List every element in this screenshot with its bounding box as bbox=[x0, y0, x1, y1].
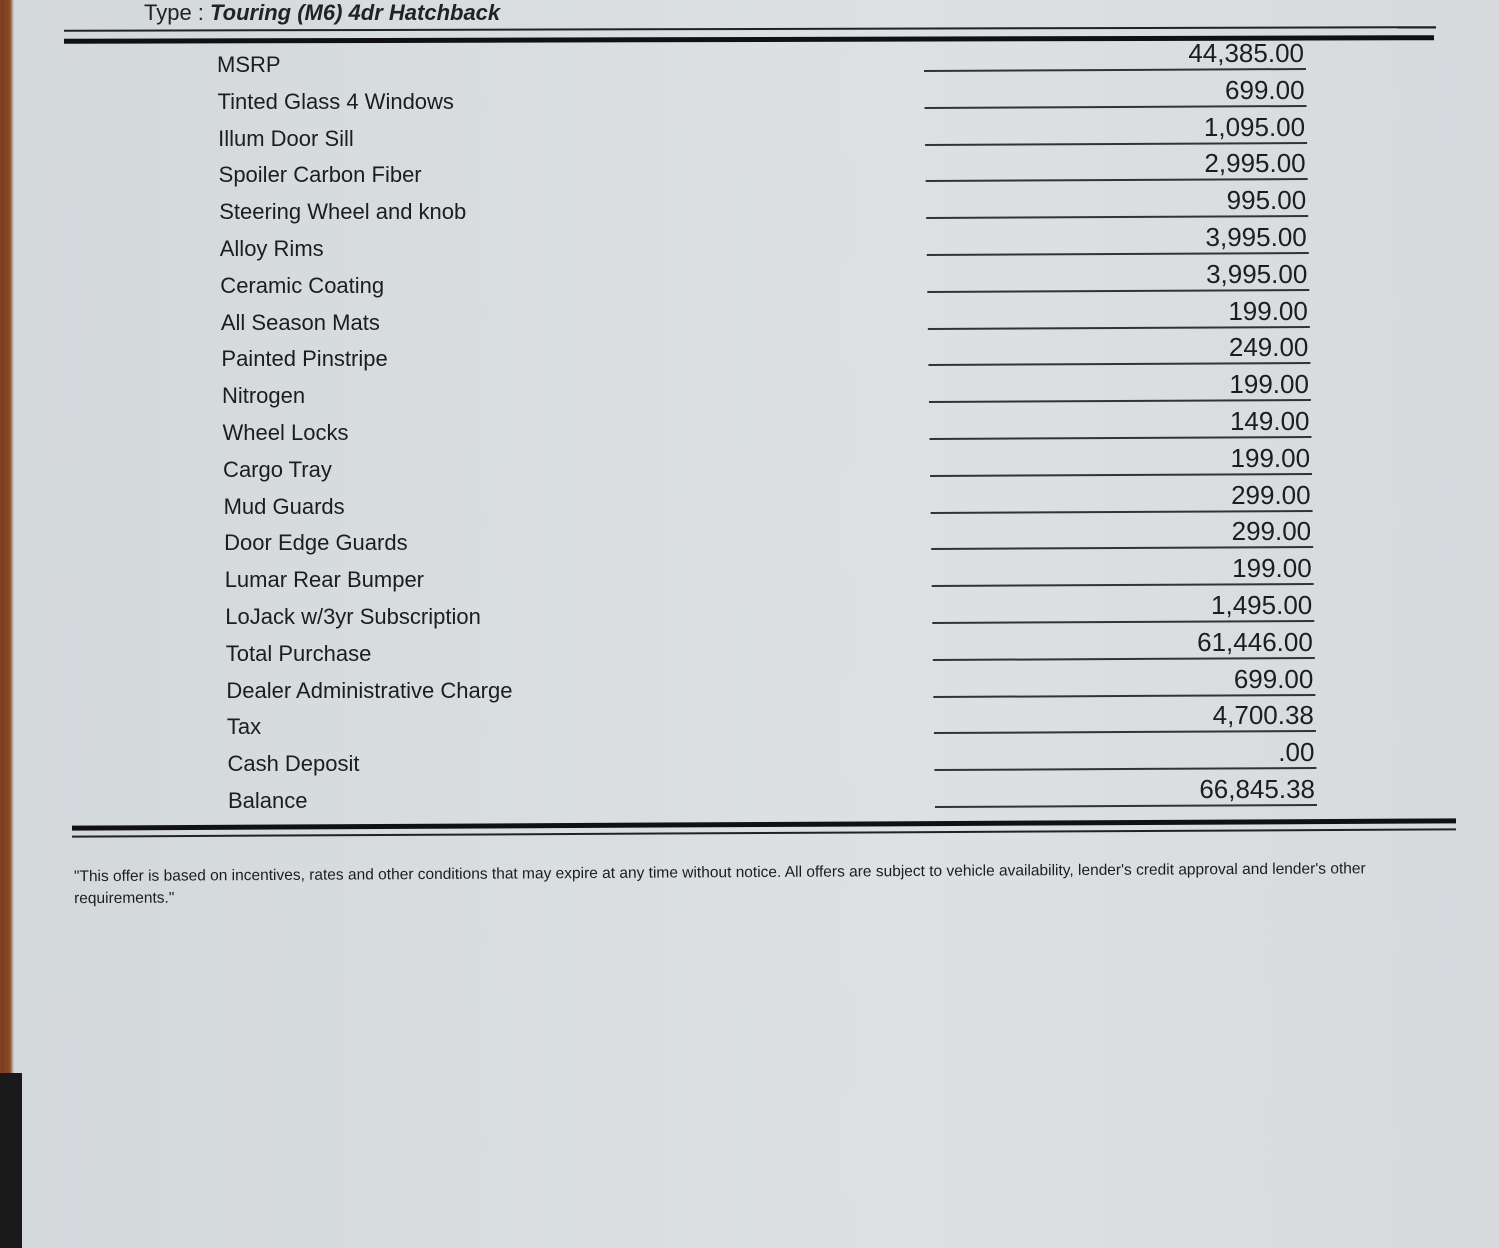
amount-underline bbox=[927, 252, 1309, 256]
amount-underline bbox=[934, 767, 1316, 771]
line-item-label: Lumar Rear Bumper bbox=[224, 567, 425, 593]
document-page bbox=[14, 0, 1500, 1248]
line-item-label: Illum Door Sill bbox=[218, 125, 354, 151]
line-item-label: Tax bbox=[226, 714, 262, 740]
type-value: Touring (M6) 4dr Hatchback bbox=[210, 0, 501, 25]
divider bbox=[72, 828, 1456, 837]
line-item-label: Total Purchase bbox=[225, 640, 372, 666]
amount-underline bbox=[929, 399, 1311, 403]
line-item-amount: 199.00 bbox=[1229, 369, 1309, 400]
line-item-label: Ceramic Coating bbox=[220, 272, 385, 298]
line-item-amount: 3,995.00 bbox=[1206, 258, 1308, 289]
line-item-label: Balance bbox=[228, 788, 308, 813]
line-item-label: Spoiler Carbon Fiber bbox=[218, 162, 422, 188]
line-item-amount: .00 bbox=[1278, 737, 1315, 768]
vehicle-type bbox=[144, 1, 500, 25]
amount-underline bbox=[929, 436, 1311, 440]
amount-underline bbox=[924, 68, 1306, 72]
line-item-label: All Season Mats bbox=[220, 309, 380, 335]
line-item-amount: 199.00 bbox=[1230, 442, 1311, 473]
line-item-label: Painted Pinstripe bbox=[221, 346, 388, 372]
line-item-label: Door Edge Guards bbox=[224, 530, 408, 556]
divider bbox=[64, 26, 1436, 32]
line-item-amount: 149.00 bbox=[1229, 406, 1310, 436]
line-item-label: Nitrogen bbox=[221, 383, 306, 409]
line-item-label: Tinted Glass 4 Windows bbox=[217, 88, 454, 114]
line-item-label: Cargo Tray bbox=[223, 456, 332, 482]
amount-underline bbox=[933, 657, 1315, 661]
line-item-amount: 1,495.00 bbox=[1211, 590, 1313, 620]
line-item-label: Alloy Rims bbox=[219, 236, 324, 261]
amount-underline bbox=[928, 362, 1310, 366]
line-item-label: Wheel Locks bbox=[222, 420, 349, 445]
line-item-amount: 3,995.00 bbox=[1205, 222, 1307, 252]
line-item-amount: 699.00 bbox=[1225, 74, 1305, 105]
line-item-amount: 299.00 bbox=[1231, 516, 1312, 547]
amount-underline bbox=[934, 730, 1316, 734]
line-item-label: Cash Deposit bbox=[227, 751, 360, 777]
amount-underline bbox=[925, 105, 1307, 109]
line-item-amount: 1,095.00 bbox=[1203, 111, 1306, 142]
line-item-amount: 199.00 bbox=[1228, 295, 1308, 326]
line-item-amount: 4,700.38 bbox=[1212, 700, 1314, 731]
amount-underline bbox=[930, 473, 1312, 477]
amount-underline bbox=[933, 694, 1315, 698]
amount-underline bbox=[935, 804, 1317, 808]
type-label: Type : bbox=[144, 0, 204, 25]
line-item-amount: 44,385.00 bbox=[1188, 38, 1304, 68]
line-item-amount: 249.00 bbox=[1228, 332, 1309, 363]
line-item-label: LoJack w/3yr Subscription bbox=[225, 604, 481, 629]
amount-underline bbox=[926, 215, 1308, 219]
amount-underline bbox=[926, 178, 1308, 182]
amount-underline bbox=[928, 326, 1310, 330]
line-item-amount: 2,995.00 bbox=[1204, 148, 1306, 179]
amount-underline bbox=[931, 546, 1313, 550]
amount-underline bbox=[932, 620, 1314, 624]
line-item-label: Steering Wheel and knob bbox=[219, 199, 467, 225]
line-item-label: MSRP bbox=[217, 52, 281, 77]
line-item-amount: 199.00 bbox=[1232, 553, 1312, 584]
line-item-amount: 66,845.38 bbox=[1199, 774, 1315, 804]
line-item-label: Mud Guards bbox=[223, 493, 345, 519]
amount-underline bbox=[927, 289, 1309, 293]
disclaimer: "This offer is based on incentives, rates and other conditions that may expire at any time without notice. All offers are subject to vehicle availability, lender's credit approval and lender's other requirements." bbox=[73, 860, 1366, 908]
line-item-amount: 995.00 bbox=[1226, 185, 1307, 216]
line-item-amount: 299.00 bbox=[1231, 479, 1311, 510]
line-item-amount: 61,446.00 bbox=[1197, 626, 1313, 657]
amount-underline bbox=[932, 583, 1314, 587]
line-item-label: Dealer Administrative Charge bbox=[226, 677, 513, 703]
amount-underline bbox=[925, 142, 1307, 146]
amount-underline bbox=[931, 510, 1313, 514]
line-item bbox=[25, 774, 1500, 816]
line-item-amount: 699.00 bbox=[1233, 663, 1314, 694]
